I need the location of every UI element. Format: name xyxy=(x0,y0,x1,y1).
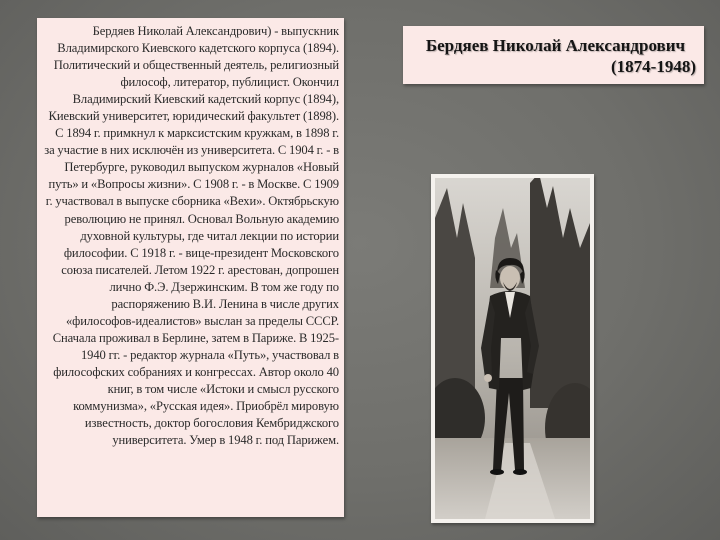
biography-panel xyxy=(37,18,344,517)
biography-text: Бердяев Николай Александрович) - выпускник Владимирского Киевского кадетского корпуса (1894). Политический и общественный деятель, религиозный философ, литератор, публицист. Окончил Владимирский Киевский кадетский корпус (1894), Киевский университет, юридический факультет (1898). С 1894 г. примкнул к марксистским кружкам, в 1898 г. за участие в них исключён из университета. С 1904 г. - в Петербурге, руководил выпуском журналов «Новый путь» и «Вопросы жизни». С 1908 г. - в Москве. С 1909 г. участвовал в выпуске сборника «Вехи». Октябрьскую революцию не принял. Основал Вольную академию духовной культуры, где читал лекции по истории философии. С 1918 г. - вице-президент Московского союза писателей. Летом 1922 г. арестован, допрошен лично Ф.Э. Дзержинским. В том же году по распоряжению В.И. Ленина в числе других «философов-идеалистов» выслан за пределы СССР. Сначала проживал в Берлине, затем в Париже. В 1925-1940 гг. - редактор журнала «Путь», участвовал в философских собраниях и конгрессах. Автор около 40 книг, в том числе «Истоки и смысл русского коммунизма», «Русская идея». Приобрёл мировую известность, доктор богословия Кембриджского университета. Умер в 1948 г. под Парижем. xyxy=(44,24,339,448)
title-panel xyxy=(403,26,704,84)
life-years: (1874-1948) xyxy=(611,57,696,76)
portrait-photo xyxy=(431,174,594,523)
person-name: Бердяев Николай Александрович xyxy=(425,36,686,55)
portrait-image xyxy=(435,178,590,519)
